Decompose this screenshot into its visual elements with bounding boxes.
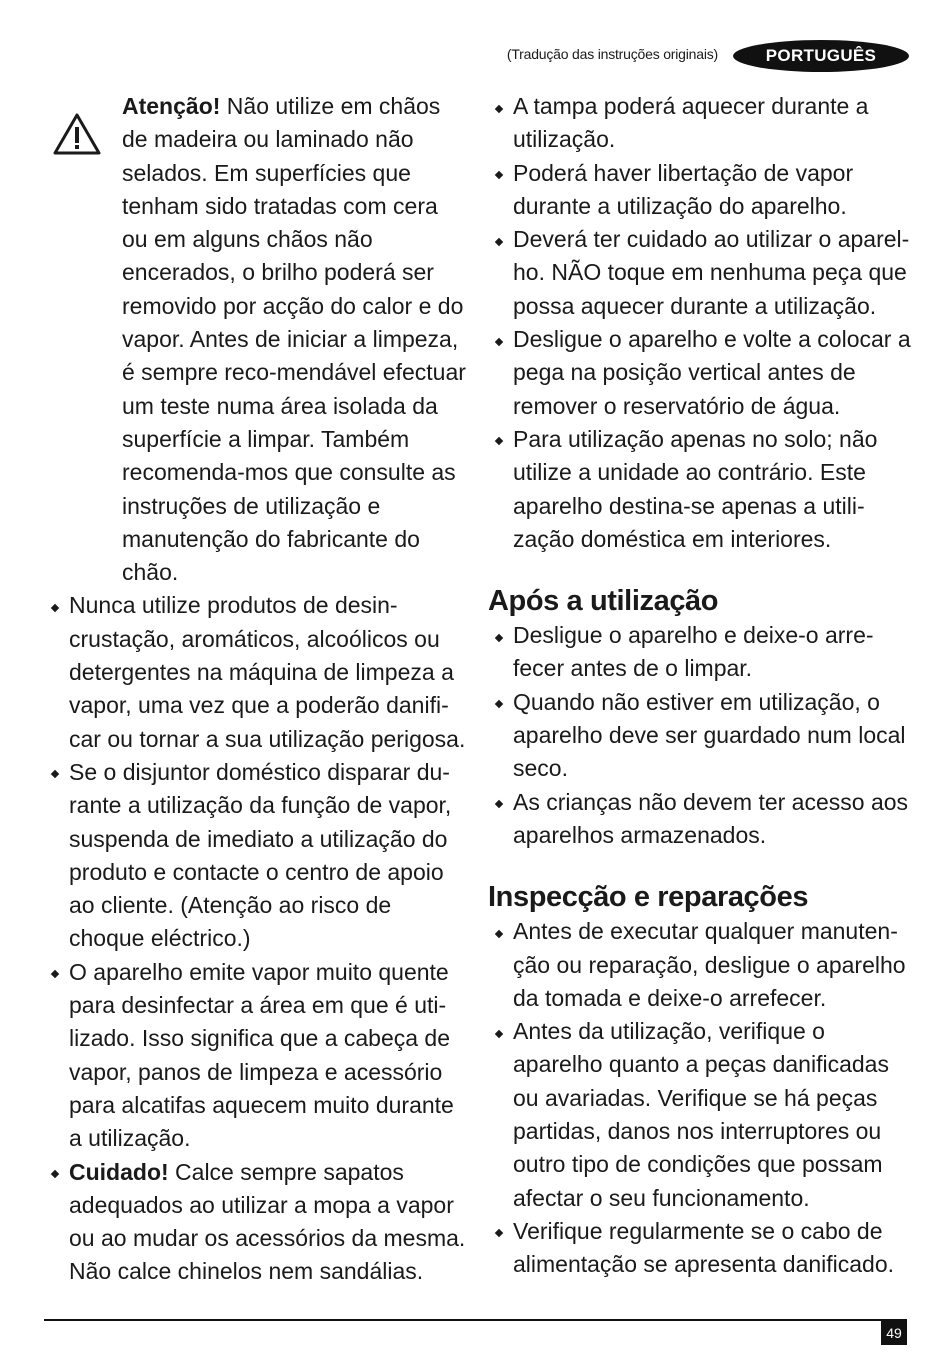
- list-item: Desligue o aparelho e deixe-o arre-fecer antes de o limpar.: [488, 619, 918, 686]
- list-item: Quando não estiver em utilização, o aparelho deve ser guardado num local seco.: [488, 686, 918, 786]
- list-item: A tampa poderá aquecer durante a utilização.: [488, 90, 918, 157]
- list-item: Antes da utilização, verifique o aparelho quanto a peças danificadas ou avariadas. Verifique se há peças partidas, danos nos interruptores ou outro tipo de condições que possam afectar o seu funcionamento.: [488, 1015, 918, 1215]
- list-item: [44, 756, 469, 956]
- language-badge: PORTUGUÊS: [733, 40, 909, 72]
- list-item-text: Calce sempre sapatos adequados ao utilizar a mopa a vapor ou ao mudar os acessórios da mesma. Não calce chinelos nem sandálias.: [69, 1158, 466, 1285]
- list-item-text: O aparelho emite vapor muito quente para desinfectar a área em que é uti-lizado. Isso significa que a cabeça de vapor, panos de limpeza e acessório para alcatifas aquecem muito durante a utilização.: [69, 958, 454, 1152]
- list-item: As crianças não devem ter acesso aos aparelhos armazenados.: [488, 786, 918, 853]
- page-number: 49: [881, 1321, 907, 1345]
- list-item: Verifique regularmente se o cabo de alimentação se apresenta danificado.: [488, 1215, 918, 1282]
- translation-note: (Tradução das instruções originais): [506, 46, 718, 62]
- list-item: Poderá haver libertação de vapor durante a utilização do aparelho.: [488, 157, 918, 224]
- inspection-bullet-list: [488, 915, 918, 1281]
- list-item: Para utilização apenas no solo; não utilize a unidade ao contrário. Este aparelho destina-se apenas a utili-zação doméstica em interiores.: [488, 423, 918, 556]
- list-item: [44, 1156, 469, 1289]
- warning-block: [44, 90, 469, 589]
- warning-triangle-icon: [52, 112, 102, 156]
- list-item: [44, 589, 469, 755]
- warning-label: Atenção!: [122, 93, 221, 119]
- right-top-bullet-list: [488, 90, 918, 556]
- page-header: [0, 40, 950, 76]
- right-column: [488, 90, 918, 1282]
- warning-text: Não utilize em chãos de madeira ou laminado não selados. Em superfícies que tenham sido tratadas com cera ou em alguns chãos não encerados, o brilho poderá ser removido por acção do calor e do vapor. Antes de iniciar a limpeza, é sempre reco-mendável efectuar um teste numa área isolada da superfície a limpar. Também recomenda-mos que consulte as instruções de utilização e manutenção do fabricante do chão.: [122, 93, 466, 586]
- left-bullet-list: [44, 589, 469, 1288]
- left-column: [44, 90, 469, 1289]
- list-item: Deverá ter cuidado ao utilizar o aparel-ho. NÃO toque em nenhuma peça que possa aquecer durante a utilização.: [488, 223, 918, 323]
- caution-label: Cuidado!: [69, 1158, 169, 1185]
- list-item-text: Se o disjuntor doméstico disparar du-rante a utilização da função de vapor, suspenda de imediato a utilização do produto e contacte o centro de apoio ao cliente. (Atenção ao risco de choque eléctrico.): [69, 758, 452, 952]
- section-title-inspection: Inspecção e reparações: [488, 881, 809, 914]
- footer-divider: [44, 1319, 907, 1321]
- list-item: Antes de executar qualquer manuten-ção ou reparação, desligue o aparelho da tomada e deixe-o arrefecer.: [488, 915, 918, 1015]
- after-use-bullet-list: [488, 619, 918, 852]
- section-title-after-use: Após a utilização: [488, 585, 719, 618]
- list-item-text: Nunca utilize produtos de desin-crustação, aromáticos, alcoólicos ou detergentes na máquina de limpeza a vapor, uma vez que a poderão danifi-car ou tornar a sua utilização perigosa.: [69, 592, 466, 752]
- list-item: [44, 956, 469, 1156]
- list-item: Desligue o aparelho e volte a colocar a pega na posição vertical antes de remover o reservatório de água.: [488, 323, 918, 423]
